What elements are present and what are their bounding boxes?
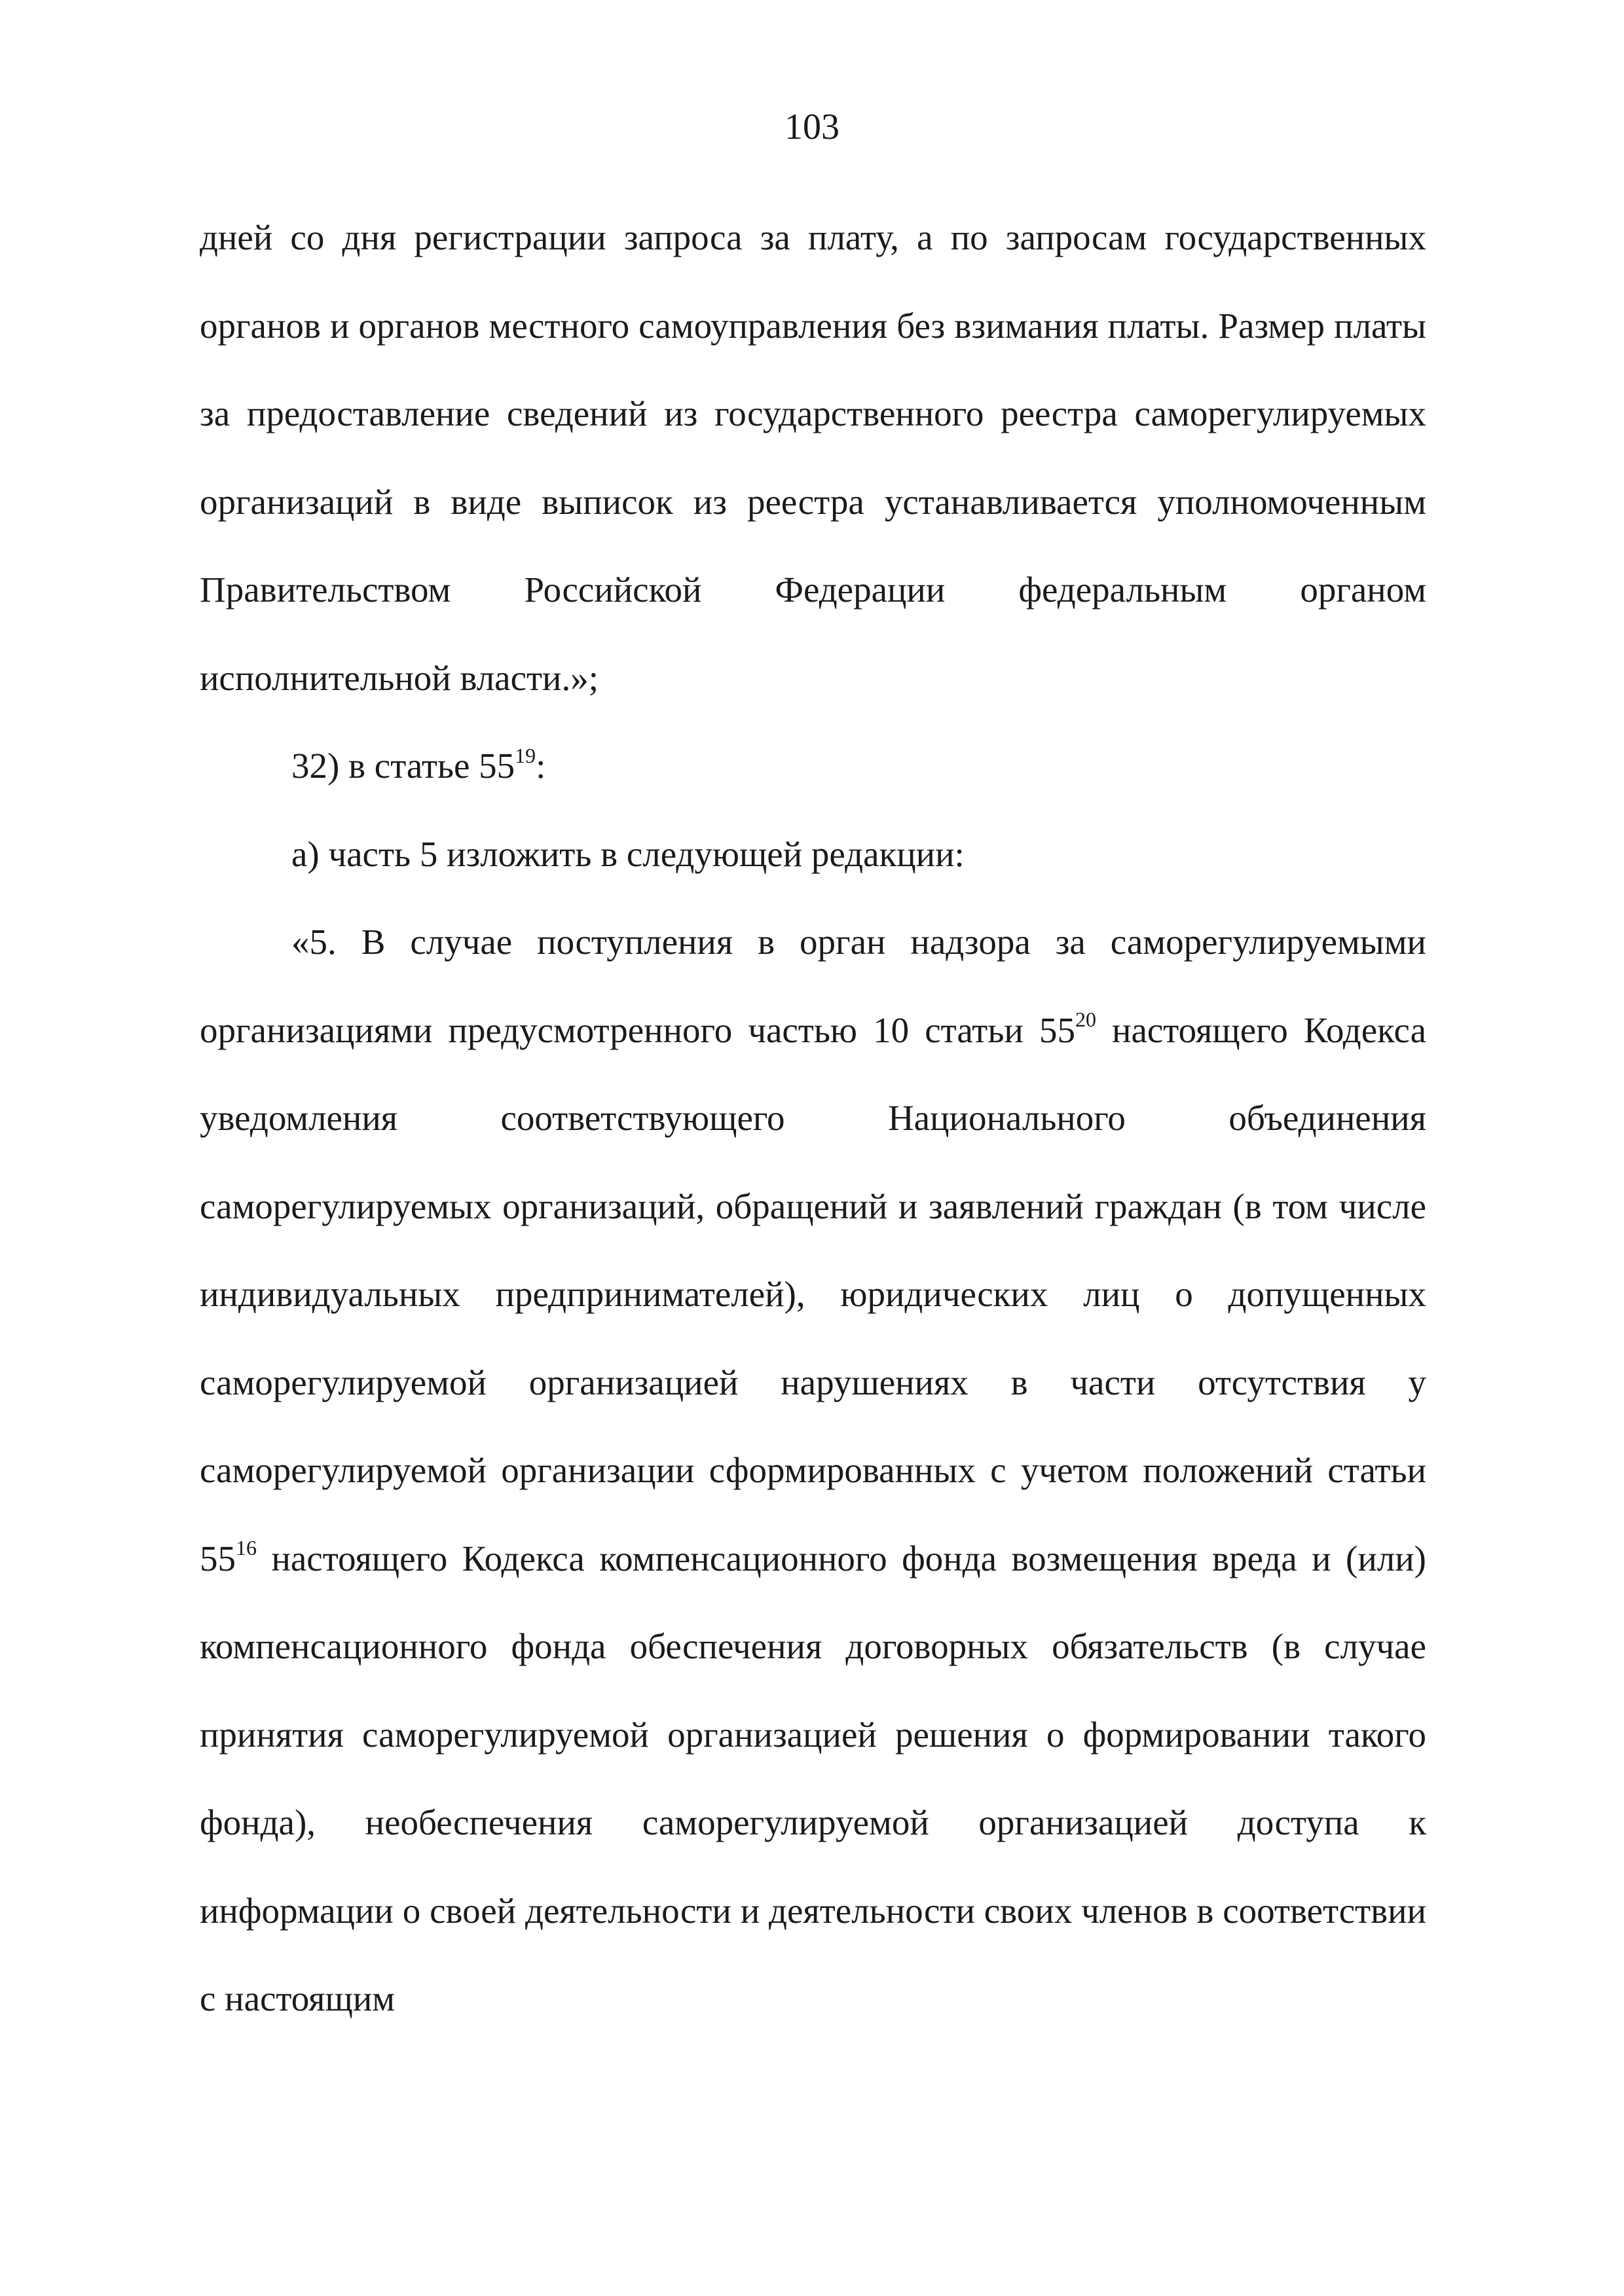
paragraph-text: : bbox=[536, 746, 546, 786]
article-superscript: 16 bbox=[236, 1536, 257, 1560]
paragraph-subitem-a bbox=[200, 811, 1426, 899]
paragraph-text: настоящего Кодекса компенсационного фонда возмещения вреда и (или) компенсационного фонда обеспечения договорных обязательств (в случае принятия саморегулируемой организацией решения о формировании такого фонда), необеспечения саморегулируемой организацией доступа к информации о своей деятельности и деятельности своих членов в соответствии с настоящим bbox=[200, 1538, 1426, 2018]
paragraph-continuation bbox=[200, 194, 1426, 722]
body-text bbox=[200, 194, 1426, 2043]
paragraph-part-5 bbox=[200, 898, 1426, 2043]
paragraph-text: настоящего Кодекса уведомления соответствующего Национального объединения саморегулируемых организаций, обращений и заявлений граждан (в том числе индивидуальных предпринимателей), юридических лиц о допущенных саморегулируемой организацией нарушениях в части отсутствия у саморегулируемой организации сформированных с учетом положений статьи 55 bbox=[200, 1010, 1427, 1578]
paragraph-text: а) часть 5 изложить в следующей редакции: bbox=[291, 833, 965, 874]
paragraph-text: 32) в статье 55 bbox=[291, 746, 515, 786]
paragraph-text: дней со дня регистрации запроса за плату, а по запросам государственных органов и органов местного самоуправления без взимания платы. Размер платы за предоставление сведений из государственного реестра саморегулируемых организаций в виде выписок из реестра устанавливается уполномоченным Правительством Российской Федерации федеральным органом исполнительной власти.»; bbox=[200, 217, 1426, 698]
page-number: 103 bbox=[784, 107, 840, 147]
paragraph-item-32 bbox=[200, 722, 1426, 811]
article-superscript: 20 bbox=[1075, 1008, 1096, 1032]
paragraph-text: «5. В случае поступления в орган надзора за саморегулируемыми организациями предусмотренного частью 10 статьи 55 bbox=[200, 922, 1426, 1050]
article-superscript: 19 bbox=[515, 743, 536, 767]
